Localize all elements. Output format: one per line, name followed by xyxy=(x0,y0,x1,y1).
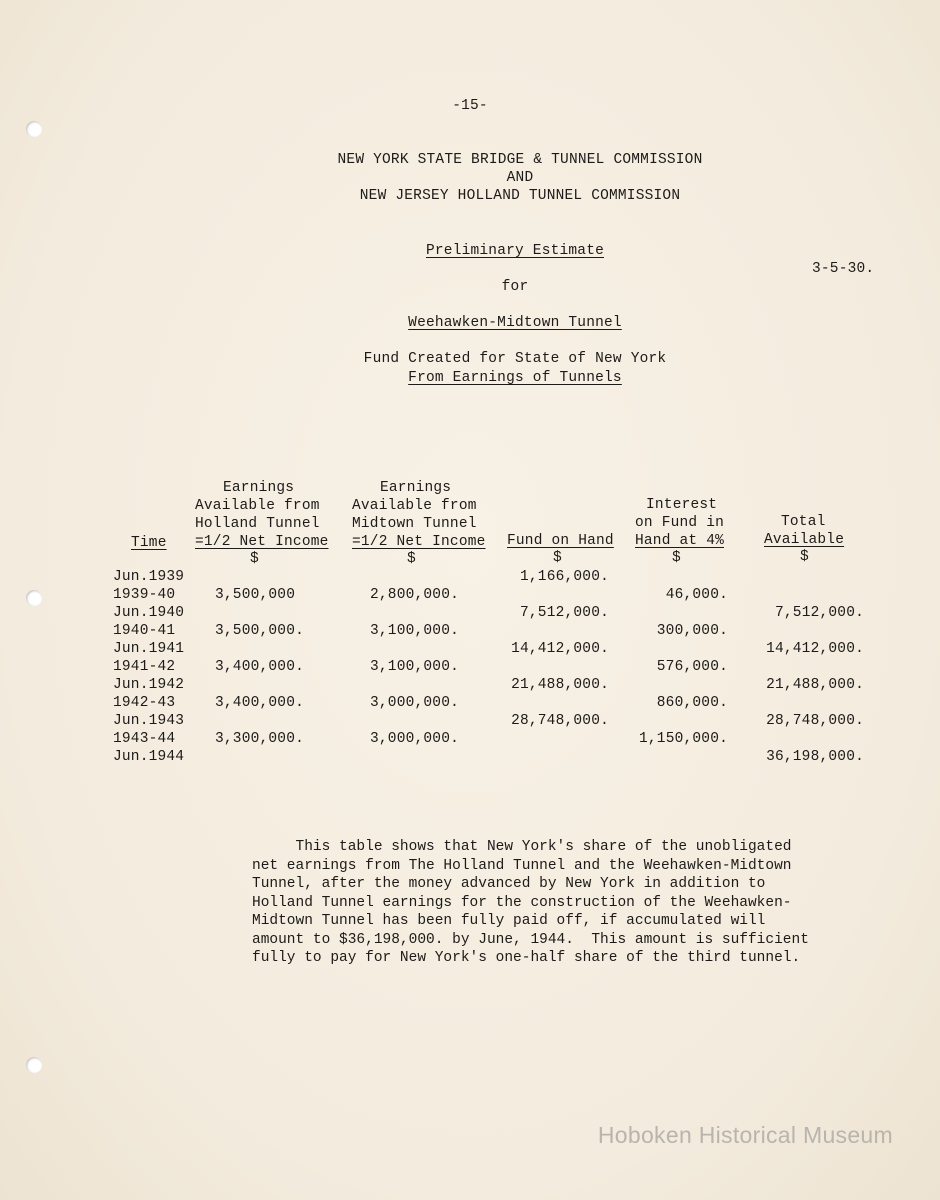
cell-time: 1939-40 xyxy=(113,587,176,603)
paragraph-line: amount to $36,198,000. by June, 1944. This amount is sufficient xyxy=(252,931,809,948)
header-holland-line-2: Available from xyxy=(195,498,320,514)
header-interest-line-2: on Fund in xyxy=(635,515,725,531)
project-title: Weehawken-Midtown Tunnel xyxy=(408,315,622,331)
cell-time: 1940-41 xyxy=(113,623,176,639)
paragraph-line: fully to pay for New York's one-half share of the third tunnel. xyxy=(252,950,801,966)
cell-holland: 3,500,000. xyxy=(215,623,305,639)
cell-fund: 28,748,000. xyxy=(511,713,609,729)
cell-midtown: 3,100,000. xyxy=(370,623,460,639)
cell-fund: 21,488,000. xyxy=(511,677,609,693)
header-interest-line-3: Hand at 4% xyxy=(635,533,725,549)
cell-time: Jun.1941 xyxy=(113,641,185,657)
cell-fund: 7,512,000. xyxy=(519,605,609,621)
header-midtown-line-1: Earnings xyxy=(380,480,452,496)
cell-time: Jun.1942 xyxy=(113,677,185,693)
cell-holland: 3,500,000 xyxy=(215,587,296,603)
cell-interest: 300,000. xyxy=(656,623,728,639)
cell-midtown: 2,800,000. xyxy=(370,587,460,603)
cell-holland: 3,400,000. xyxy=(215,659,305,675)
header-interest-line-1: Interest xyxy=(646,497,718,513)
currency-midtown: $ xyxy=(407,551,416,567)
cell-midtown: 3,000,000. xyxy=(370,731,460,747)
cell-time: Jun.1940 xyxy=(113,605,185,621)
document-date: 3-5-30. xyxy=(812,261,875,277)
currency-fund: $ xyxy=(553,550,562,566)
header-fund: Fund on Hand xyxy=(507,533,614,549)
cell-total: 36,198,000. xyxy=(766,749,864,765)
fund-line-2: From Earnings of Tunnels xyxy=(408,370,622,386)
punch-hole-icon xyxy=(26,1057,42,1073)
cell-interest: 1,150,000. xyxy=(638,731,728,747)
currency-holland: $ xyxy=(250,551,259,567)
cell-interest: 46,000. xyxy=(665,587,728,603)
header-time: Time xyxy=(131,535,167,551)
cell-holland: 3,400,000. xyxy=(215,695,305,711)
cell-time: 1942-43 xyxy=(113,695,176,711)
punch-hole-icon xyxy=(26,590,42,606)
fund-line-1: Fund Created for State of New York xyxy=(363,351,667,367)
cell-total: 14,412,000. xyxy=(766,641,864,657)
cell-total: 7,512,000. xyxy=(774,605,864,621)
heading-line-1: NEW YORK STATE BRIDGE & TUNNEL COMMISSION xyxy=(337,152,703,168)
paragraph-line: Holland Tunnel earnings for the construction of the Weehawken- xyxy=(252,894,792,911)
header-midtown-line-2: Available from xyxy=(352,498,477,514)
cell-fund: 14,412,000. xyxy=(511,641,609,657)
cell-total: 21,488,000. xyxy=(766,677,864,693)
currency-interest: $ xyxy=(672,550,681,566)
paragraph-line: net earnings from The Holland Tunnel and the Weehawken-Midtown xyxy=(252,857,792,874)
header-midtown-line-4: =1/2 Net Income xyxy=(352,534,486,550)
punch-hole-icon xyxy=(26,121,42,137)
paragraph-line: This table shows that New York's share of the unobligated xyxy=(252,839,792,855)
cell-fund: 1,166,000. xyxy=(519,569,609,585)
cell-time: Jun.1943 xyxy=(113,713,185,729)
header-holland-line-1: Earnings xyxy=(223,480,295,496)
subtitle: Preliminary Estimate xyxy=(425,243,605,259)
cell-holland: 3,300,000. xyxy=(215,731,305,747)
paragraph-line: Tunnel, after the money advanced by New York in addition to xyxy=(252,876,766,892)
page-number: -15- xyxy=(452,98,488,114)
paragraph-line: Midtown Tunnel has been fully paid off, if accumulated will xyxy=(252,913,766,929)
cell-time: 1941-42 xyxy=(113,659,176,675)
cell-interest: 860,000. xyxy=(656,695,728,711)
for-word: for xyxy=(501,279,529,295)
heading-line-2: AND xyxy=(506,170,534,186)
header-total-line-2: Available xyxy=(764,532,845,548)
currency-total: $ xyxy=(800,549,809,565)
cell-midtown: 3,100,000. xyxy=(370,659,460,675)
explanatory-paragraph xyxy=(252,838,852,968)
header-total-line-1: Total xyxy=(781,514,826,530)
cell-interest: 576,000. xyxy=(656,659,728,675)
heading-line-3: NEW JERSEY HOLLAND TUNNEL COMMISSION xyxy=(359,188,681,204)
cell-total: 28,748,000. xyxy=(766,713,864,729)
cell-time: Jun.1939 xyxy=(113,569,185,585)
museum-watermark: Hoboken Historical Museum xyxy=(597,1122,893,1148)
cell-time: 1943-44 xyxy=(113,731,176,747)
header-midtown-line-3: Midtown Tunnel xyxy=(352,516,477,532)
header-holland-line-4: =1/2 Net Income xyxy=(195,534,329,550)
cell-time: Jun.1944 xyxy=(113,749,185,765)
cell-midtown: 3,000,000. xyxy=(370,695,460,711)
header-holland-line-3: Holland Tunnel xyxy=(195,516,320,532)
